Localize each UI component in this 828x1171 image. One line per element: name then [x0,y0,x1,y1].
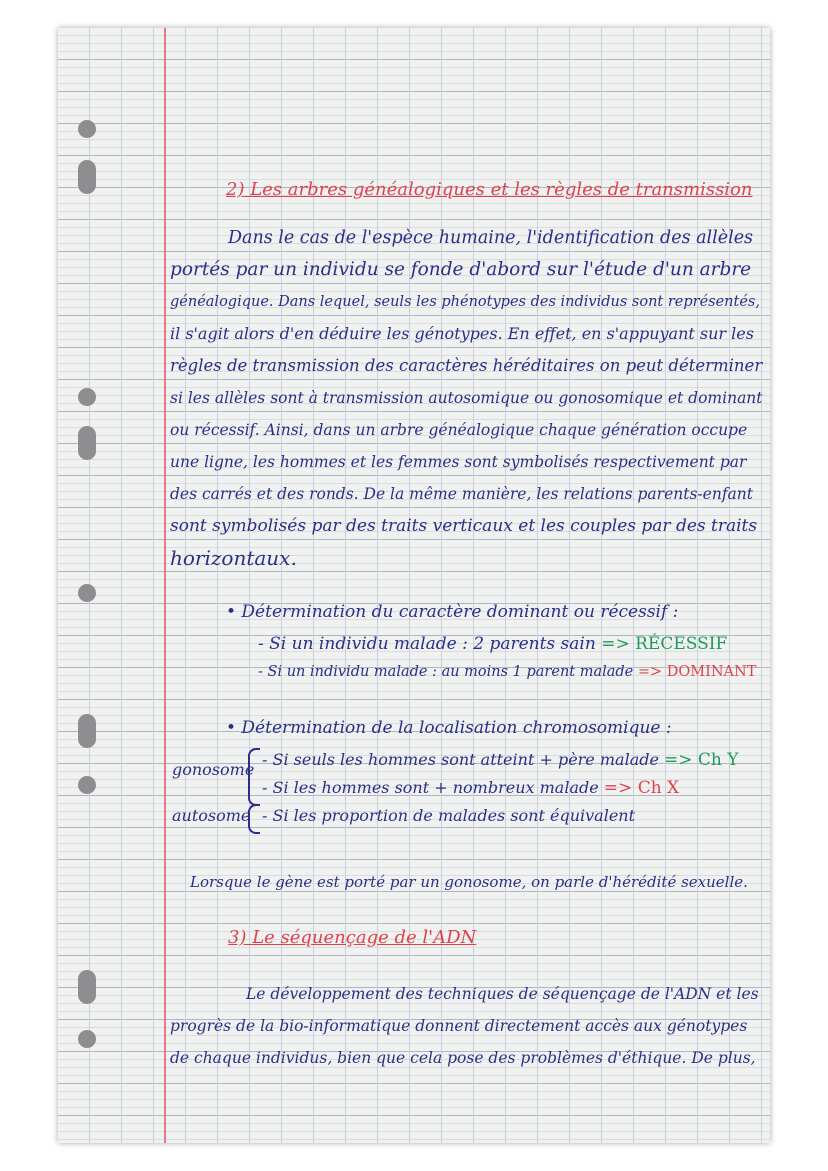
binder-hole [78,388,96,406]
label-gonosome: gonosome [172,760,255,779]
section-heading-2: 2) Les arbres généalogiques et les règles de transmission [226,179,753,200]
notebook-page [58,28,770,1143]
brace-autosome [248,804,260,834]
result-ch-x: => Ch X [603,778,680,798]
text-line: il s'agit alors d'en déduire les génotypes. En effet, en s'appuyant sur les [170,324,754,343]
result-dominant: => DOMINANT [637,664,757,680]
text-line: horizontaux. [170,546,297,570]
text-line: portés par un individu se fonde d'abord sur l'étude d'un arbre [170,259,752,280]
result-ch-y: => Ch Y [664,750,739,770]
bullet-item-text: - Si un individu malade : au moins 1 parent malade [258,664,638,680]
label-autosome: autosome [172,806,251,825]
text-line: si les allèles sont à transmission autosomique ou gonosomique et dominant [170,389,763,407]
text-line: Dans le cas de l'espèce humaine, l'identification des allèles [228,228,754,248]
text-line: règles de transmission des caractères héréditaires on peut déterminer [170,356,763,375]
binder-hole [78,776,96,794]
bullet-item [262,802,635,830]
result-recessive: => RÉCESSIF [601,634,728,654]
text-line: généalogique. Dans lequel, seuls les phénotypes des individus sont représentés, [170,294,760,310]
binder-hole [78,714,96,748]
bullet-item [262,746,739,774]
binder-hole [78,970,96,1004]
section-heading-3: 3) Le séquençage de l'ADN [228,927,477,948]
binder-hole [78,120,96,138]
text-line: ou récessif. Ainsi, dans un arbre généalogique chaque génération occupe [170,421,748,439]
bullet-item [258,630,727,658]
bullet-item-text: - Si seuls les hommes sont atteint + père malade [262,750,665,769]
binder-hole [78,160,96,194]
binder-hole [78,584,96,602]
text-line: Le développement des techniques de séquençage de l'ADN et les [246,985,759,1003]
text-line: progrès de la bio-informatique donnent directement accès aux génotypes [170,1017,748,1035]
bullet-item-text: - Si les hommes sont + nombreux malade [262,778,604,797]
bullet-item [258,658,756,686]
text-line: des carrés et des ronds. De la même manière, les relations parents-enfant [170,485,754,503]
bullet-item [262,774,679,802]
text-line: une ligne, les hommes et les femmes sont symbolisés respectivement par [170,453,747,471]
heredity-sentence: Lorsque le gène est porté par un gonosome, on parle d'hérédité sexuelle. [190,873,748,891]
text-line: de chaque individus, bien que cela pose des problèmes d'éthique. De plus, [170,1049,756,1067]
bullet-item-text: - Si les proportion de malades sont équivalent [262,806,636,825]
brace-gonosome [248,748,260,806]
bullet-chromosome-title: • Détermination de la localisation chromosomique : [226,718,672,738]
bullet-dominant-recessive-title: • Détermination du caractère dominant ou récessif : [226,602,679,622]
text-line: sont symbolisés par des traits verticaux et les couples par des traits [170,516,758,536]
bullet-item-text: - Si un individu malade : 2 parents sain [258,634,602,654]
binder-hole [78,1030,96,1048]
binder-hole [78,426,96,460]
